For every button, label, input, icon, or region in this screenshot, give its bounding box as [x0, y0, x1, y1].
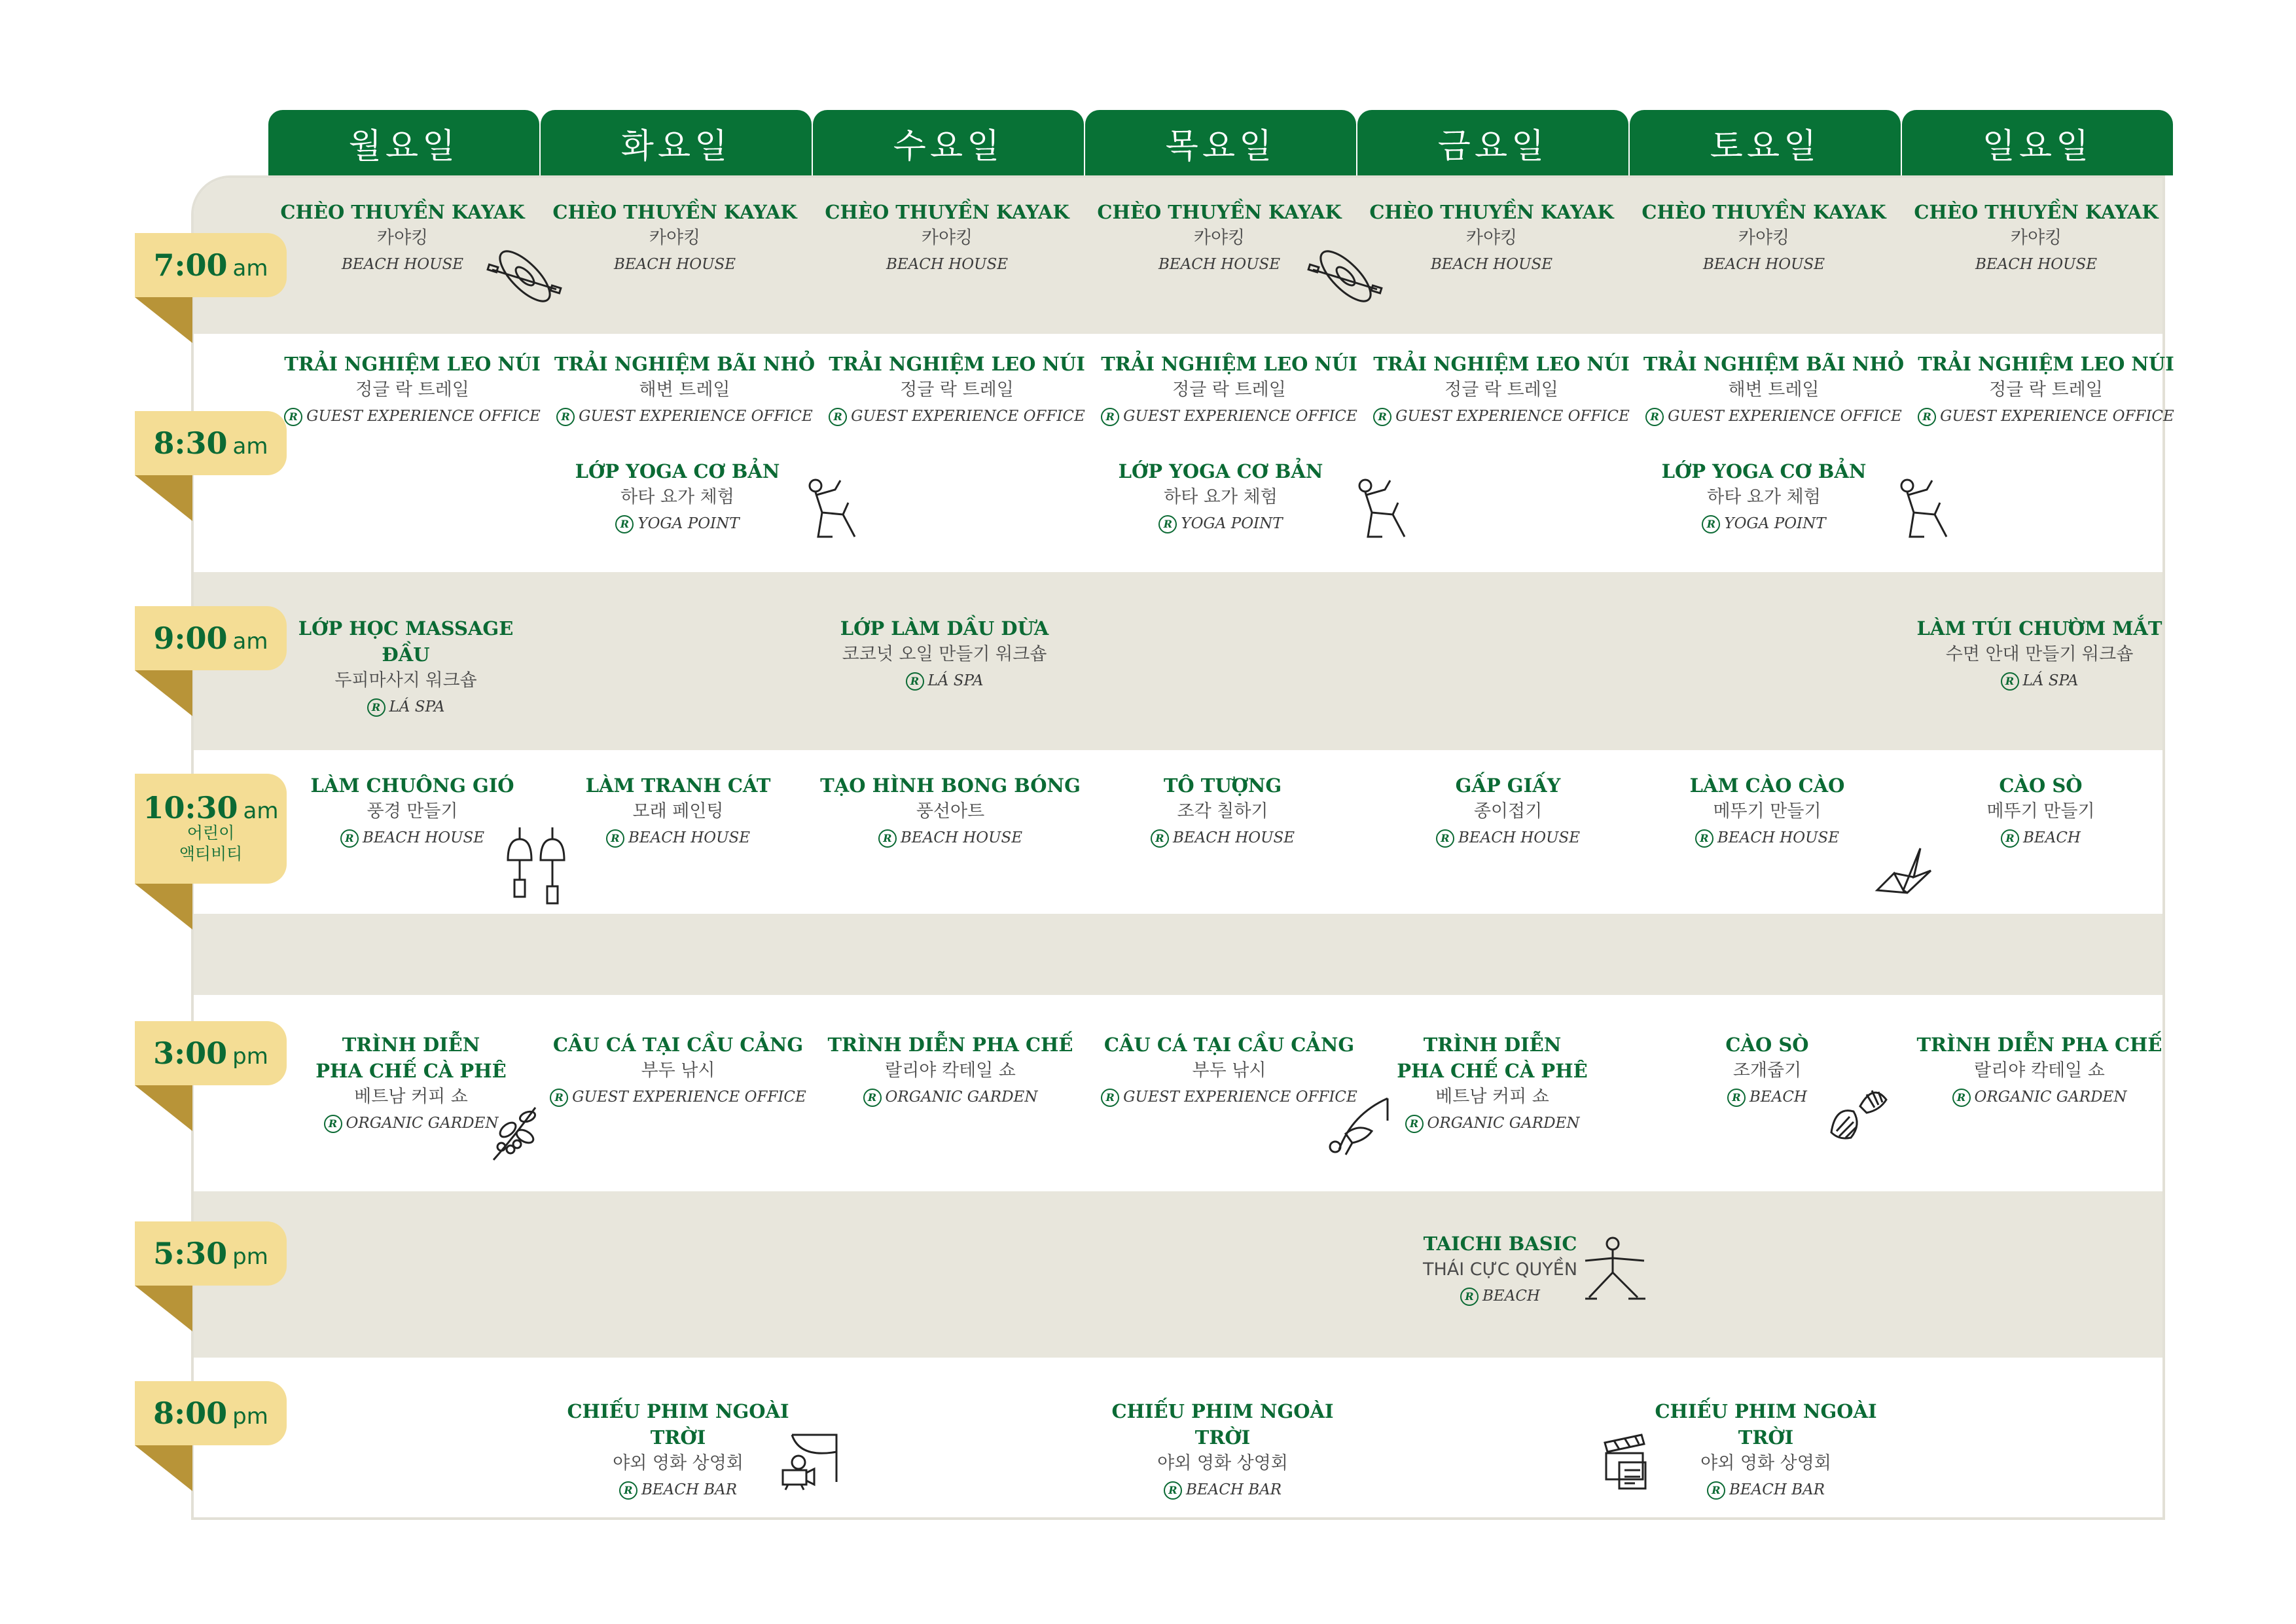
- reservation-icon: R: [863, 1089, 882, 1107]
- activity-korean-title: 정글 락 트레일: [900, 380, 1014, 400]
- activity-title: TẠO HÌNH BONG BÓNG: [820, 774, 1081, 797]
- activity-korean-title: 카야킹: [2010, 228, 2062, 248]
- reservation-icon: R: [1645, 408, 1664, 426]
- activity-block: [826, 351, 1088, 429]
- clam-icon: [1827, 1080, 1893, 1146]
- activity-korean-title: 수면 안대 만들기 워크숍: [1945, 644, 2134, 664]
- activity-korean-title: 야외 영화 상영회: [613, 1453, 744, 1473]
- activity-block: [547, 1398, 809, 1503]
- time-sub-label: 어린이 액티비티: [179, 823, 243, 863]
- activity-location: [1633, 511, 1895, 537]
- location-text: GUEST EXPERIENCE OFFICE: [1123, 1089, 1357, 1106]
- reservation-icon: R: [1101, 1089, 1119, 1107]
- reservation-icon: R: [1164, 1481, 1182, 1500]
- location-text: ORGANIC GARDEN: [346, 1115, 499, 1132]
- location-text: GUEST EXPERIENCE OFFICE: [1123, 408, 1357, 425]
- activity-korean-title: 풍선아트: [916, 801, 985, 821]
- time-label: [135, 411, 287, 475]
- activity-location: [1098, 1084, 1360, 1110]
- activity-block: [1643, 351, 1905, 429]
- movie-projector-icon: [780, 1432, 839, 1491]
- activity-location: [1090, 511, 1352, 537]
- location-text: BEACH HOUSE: [628, 829, 751, 846]
- activity-location: [547, 825, 809, 851]
- reservation-icon: R: [2001, 672, 2019, 691]
- reservation-icon: R: [1727, 1089, 1746, 1107]
- activity-korean-title: 메뚜기 만들기: [1713, 801, 1821, 821]
- activity-location: [1905, 251, 2167, 278]
- location-text: BEACH BAR: [1729, 1481, 1825, 1498]
- time-label-fold: [135, 670, 192, 716]
- activity-title: CHÈO THUYỀN KAYAK: [1097, 201, 1342, 223]
- activity-korean-title: 정글 락 트레일: [1444, 380, 1558, 400]
- time-label: [135, 1381, 287, 1445]
- activity-block: [1092, 772, 1354, 851]
- location-text: GUEST EXPERIENCE OFFICE: [579, 408, 813, 425]
- clapperboard-icon: [1602, 1432, 1655, 1491]
- activity-block: [1090, 458, 1352, 537]
- activity-location: [554, 403, 816, 429]
- activity-location: [1915, 403, 2177, 429]
- day-header-tue: 화요일: [541, 110, 812, 175]
- activity-korean-title: 코코넛 오일 만들기 워크숍: [842, 644, 1047, 664]
- activity-title: TRẢI NGHIỆM LEO NÚI: [1373, 353, 1630, 375]
- reservation-icon: R: [1707, 1481, 1725, 1500]
- activity-korean-title: 카야킹: [1465, 228, 1518, 248]
- fishing-icon: [1326, 1094, 1391, 1160]
- time-label: [135, 1221, 287, 1286]
- activity-block: [281, 351, 543, 429]
- activity-block: [547, 458, 808, 537]
- time-value: 10:30: [143, 789, 238, 825]
- band-break: [194, 914, 2162, 995]
- location-text: BEACH BAR: [1185, 1481, 1282, 1498]
- activity-location: [1909, 1084, 2170, 1110]
- time-label: [135, 1021, 287, 1085]
- location-text: ORGANIC GARDEN: [885, 1089, 1038, 1106]
- taichi-icon: [1583, 1236, 1648, 1301]
- activity-title: LỚP YOGA CƠ BẢN: [575, 460, 780, 482]
- activity-block: [1909, 615, 2170, 694]
- activity-location: [1361, 251, 1623, 278]
- activity-korean-title: 카야킹: [1193, 228, 1246, 248]
- activity-block: [1915, 351, 2177, 429]
- activity-location: [1377, 825, 1639, 851]
- yoga-icon: [802, 477, 861, 542]
- activity-block: [1910, 772, 2172, 851]
- activity-title: CÀO SÒ: [1725, 1034, 1809, 1056]
- location-text: LÁ SPA: [389, 698, 445, 715]
- activity-title: TAICHI BASIC: [1423, 1233, 1577, 1255]
- activity-title: LỚP YOGA CƠ BẢN: [1661, 460, 1867, 482]
- activity-title: TÔ TƯỢNG: [1163, 774, 1282, 797]
- activity-block: [1635, 1398, 1897, 1503]
- activity-title: TRÌNH DIỄN PHA CHẾ CÀ PHÊ: [315, 1034, 507, 1082]
- activity-title: LỚP LÀM DẦU DỪA: [840, 617, 1049, 640]
- band-530pm: [194, 1191, 2162, 1358]
- activity-title: LÀM TÚI CHƯỜM MẮT: [1916, 617, 2162, 640]
- activity-title: TRẢI NGHIỆM LEO NÚI: [1101, 353, 1357, 375]
- activity-korean-title: 베트남 커피 쇼: [354, 1087, 468, 1107]
- activity-block: [1371, 351, 1632, 429]
- time-value: 3:00: [153, 1036, 228, 1071]
- reservation-icon: R: [550, 1089, 568, 1107]
- activity-block: [1092, 1398, 1354, 1503]
- activity-korean-title: 랄리야 칵테일 쇼: [1974, 1060, 2105, 1081]
- activity-block: [819, 772, 1081, 851]
- activity-title: CHÈO THUYỀN KAYAK: [1914, 201, 2159, 223]
- time-ampm: am: [232, 628, 268, 655]
- activity-block: [819, 1032, 1081, 1110]
- time-value: 8:00: [153, 1396, 228, 1431]
- reservation-icon: R: [284, 408, 302, 426]
- location-text: BEACH BAR: [641, 1481, 738, 1498]
- time-ampm: pm: [232, 1043, 268, 1070]
- reservation-icon: R: [1695, 829, 1713, 848]
- activity-title: CHÈO THUYỀN KAYAK: [1641, 201, 1886, 223]
- reservation-icon: R: [906, 672, 924, 691]
- time-value: 9:00: [153, 621, 228, 656]
- activity-location: [1635, 1477, 1897, 1503]
- activity-korean-title: 야외 영화 상영회: [1157, 1453, 1288, 1473]
- activity-korean-title: 카야킹: [1738, 228, 1790, 248]
- activity-korean-title: 정글 락 트레일: [1989, 380, 2103, 400]
- activity-location: [814, 668, 1075, 694]
- day-header-wed: 수요일: [813, 110, 1084, 175]
- activity-title: CHIẾU PHIM NGOÀI TRỜI: [567, 1400, 789, 1449]
- time-label-fold: [135, 884, 192, 929]
- activity-title: LÀM CÀO CÀO: [1689, 774, 1845, 797]
- reservation-icon: R: [829, 408, 847, 426]
- activity-korean-title: 부두 낚시: [1192, 1060, 1266, 1081]
- location-text: BEACH HOUSE: [886, 256, 1009, 273]
- activity-location: [275, 694, 537, 720]
- activity-title: CHÈO THUYỀN KAYAK: [825, 201, 1069, 223]
- reservation-icon: R: [1101, 408, 1119, 426]
- activity-block: [1098, 351, 1360, 429]
- location-text: BEACH HOUSE: [900, 829, 1023, 846]
- activity-block: [547, 772, 809, 851]
- activity-korean-title: 조각 칠하기: [1177, 801, 1268, 821]
- activity-korean-title: 종이접기: [1473, 801, 1543, 821]
- activity-korean-title: 카야킹: [649, 228, 701, 248]
- coffee-plant-icon: [488, 1104, 541, 1163]
- activity-location: [1361, 1110, 1623, 1136]
- activity-title: CÂU CÁ TẠI CẦU CẢNG: [1103, 1034, 1355, 1056]
- activity-block: [1636, 772, 1898, 851]
- kayak-icon: [486, 244, 564, 309]
- activity-korean-title: 메뚜기 만들기: [1986, 801, 2095, 821]
- activity-korean-title: 정글 락 트레일: [1172, 380, 1286, 400]
- activity-location: [1092, 825, 1354, 851]
- location-text: GUEST EXPERIENCE OFFICE: [306, 408, 541, 425]
- activity-title: LÀM TRANH CÁT: [585, 774, 771, 797]
- activity-korean-title: 해변 트레일: [1728, 380, 1820, 400]
- location-text: GUEST EXPERIENCE OFFICE: [572, 1089, 806, 1106]
- location-text: BEACH: [2023, 829, 2081, 846]
- location-text: ORGANIC GARDEN: [1974, 1089, 2127, 1106]
- activity-title: TRẢI NGHIỆM LEO NÚI: [284, 353, 541, 375]
- activity-location: [1633, 251, 1895, 278]
- time-label-fold: [135, 297, 192, 343]
- activity-title: LỚP YOGA CƠ BẢN: [1118, 460, 1323, 482]
- activity-korean-title: 야외 영화 상영회: [1700, 1453, 1831, 1473]
- reservation-icon: R: [1436, 829, 1454, 848]
- location-text: GUEST EXPERIENCE OFFICE: [1668, 408, 1902, 425]
- reservation-icon: R: [1151, 829, 1169, 848]
- time-ampm: am: [243, 797, 279, 824]
- time-value: 7:00: [153, 247, 228, 283]
- location-text: LÁ SPA: [927, 672, 984, 689]
- activity-korean-title: 모래 페인팅: [632, 801, 724, 821]
- activity-korean-title: THÁI CỰC QUYỀN: [1422, 1259, 1578, 1280]
- activity-title: TRẢI NGHIỆM BÃI NHỎ: [1643, 353, 1905, 375]
- activity-korean-title: 하타 요가 체험: [1164, 487, 1278, 507]
- activity-title: TRÌNH DIỄN PHA CHẾ: [1916, 1034, 2162, 1056]
- location-text: YOGA POINT: [1724, 515, 1826, 532]
- location-text: GUEST EXPERIENCE OFFICE: [1395, 408, 1630, 425]
- activity-korean-title: 두피마사지 워크숍: [334, 670, 477, 691]
- time-value: 8:30: [153, 425, 228, 461]
- location-text: YOGA POINT: [1181, 515, 1283, 532]
- reservation-icon: R: [1373, 408, 1391, 426]
- activity-location: [826, 403, 1088, 429]
- reservation-icon: R: [1702, 515, 1720, 533]
- reservation-icon: R: [1460, 1288, 1479, 1306]
- activity-block: [1377, 772, 1639, 851]
- activity-location: [819, 1084, 1081, 1110]
- activity-korean-title: 카야킹: [921, 228, 973, 248]
- reservation-icon: R: [1952, 1089, 1971, 1107]
- activity-location: [547, 1477, 809, 1503]
- activity-title: TRẢI NGHIỆM LEO NÚI: [1918, 353, 2174, 375]
- day-header-thu: 목요일: [1085, 110, 1356, 175]
- kayak-icon: [1306, 244, 1385, 309]
- wind-chime-icon: [501, 827, 573, 906]
- activity-location: [1098, 403, 1360, 429]
- activity-location: [547, 1084, 809, 1110]
- time-label: [135, 606, 287, 670]
- location-text: BEACH HOUSE: [1702, 256, 1825, 273]
- activity-title: LỚP HỌC MASSAGE ĐẦU: [298, 617, 514, 666]
- activity-title: CHIẾU PHIM NGOÀI TRỜI: [1655, 1400, 1877, 1449]
- activity-title: LÀM CHUÔNG GIÓ: [310, 774, 514, 797]
- activity-location: [1092, 1477, 1354, 1503]
- reservation-icon: R: [2001, 829, 2019, 848]
- day-header-sun: 일요일: [1902, 110, 2173, 175]
- activity-block: [1633, 199, 1895, 278]
- time-label-fold: [135, 475, 192, 521]
- time-ampm: am: [232, 433, 268, 460]
- reservation-icon: R: [556, 408, 575, 426]
- activity-location: [819, 825, 1081, 851]
- activity-title: TRÌNH DIỄN PHA CHẾ CÀ PHÊ: [1397, 1034, 1588, 1082]
- activity-location: [544, 251, 806, 278]
- reservation-icon: R: [1405, 1115, 1424, 1133]
- activity-location: [1371, 403, 1632, 429]
- location-text: BEACH HOUSE: [341, 256, 464, 273]
- activity-block: [1633, 458, 1895, 537]
- location-text: BEACH HOUSE: [613, 256, 736, 273]
- activity-korean-title: 카야킹: [376, 228, 429, 248]
- activity-title: CHÈO THUYỀN KAYAK: [280, 201, 525, 223]
- activity-title: GẤP GIẤY: [1455, 774, 1561, 797]
- location-text: BEACH HOUSE: [1975, 256, 2098, 273]
- activity-title: TRẢI NGHIỆM BÃI NHỎ: [554, 353, 816, 375]
- activity-title: TRẢI NGHIỆM LEO NÚI: [829, 353, 1085, 375]
- time-ampm: am: [232, 255, 268, 281]
- activity-title: CHÈO THUYỀN KAYAK: [1369, 201, 1614, 223]
- location-text: ORGANIC GARDEN: [1427, 1115, 1580, 1132]
- time-label-fold: [135, 1286, 192, 1331]
- activity-location: [816, 251, 1078, 278]
- activity-korean-title: 하타 요가 체험: [1707, 487, 1821, 507]
- activity-block: [544, 199, 806, 278]
- time-label-fold: [135, 1085, 192, 1131]
- activity-title: CHIẾU PHIM NGOÀI TRỜI: [1111, 1400, 1334, 1449]
- activity-block: [1361, 199, 1623, 278]
- activity-block: [814, 615, 1075, 694]
- location-text: YOGA POINT: [637, 515, 740, 532]
- location-text: LÁ SPA: [2022, 672, 2079, 689]
- reservation-icon: R: [340, 829, 359, 848]
- activity-korean-title: 부두 낚시: [641, 1060, 715, 1081]
- activity-title: TRÌNH DIỄN PHA CHẾ: [827, 1034, 1073, 1056]
- time-label: [135, 233, 287, 297]
- location-text: BEACH HOUSE: [1717, 829, 1840, 846]
- activity-block: [1909, 1032, 2170, 1110]
- activity-korean-title: 정글 락 트레일: [355, 380, 469, 400]
- activity-block: [1098, 1032, 1360, 1110]
- activity-block: [1361, 1032, 1623, 1136]
- activity-korean-title: 베트남 커피 쇼: [1435, 1087, 1549, 1107]
- activity-location: [1910, 825, 2172, 851]
- reservation-icon: R: [324, 1115, 342, 1133]
- location-text: BEACH HOUSE: [1172, 829, 1295, 846]
- time-label-fold: [135, 1445, 192, 1491]
- location-text: BEACH HOUSE: [1158, 256, 1281, 273]
- reservation-icon: R: [878, 829, 897, 848]
- activity-location: [547, 511, 808, 537]
- location-text: GUEST EXPERIENCE OFFICE: [1940, 408, 2174, 425]
- time-ampm: pm: [232, 1403, 268, 1430]
- yoga-icon: [1352, 477, 1411, 542]
- time-ampm: pm: [232, 1244, 268, 1270]
- activity-korean-title: 해변 트레일: [639, 380, 730, 400]
- location-text: BEACH HOUSE: [362, 829, 485, 846]
- activity-location: [1909, 668, 2170, 694]
- activity-title: CHÈO THUYỀN KAYAK: [552, 201, 797, 223]
- location-text: BEACH HOUSE: [1430, 256, 1553, 273]
- time-value: 5:30: [153, 1236, 228, 1271]
- reservation-icon: R: [367, 698, 386, 717]
- activity-block: [816, 199, 1078, 278]
- location-text: BEACH: [1482, 1288, 1540, 1305]
- reservation-icon: R: [606, 829, 624, 848]
- activity-title: CÀO SÒ: [1999, 774, 2083, 797]
- day-header-mon: 월요일: [268, 110, 539, 175]
- reservation-icon: R: [615, 515, 634, 533]
- yoga-icon: [1894, 477, 1953, 542]
- time-label: [135, 774, 287, 884]
- activity-title: CÂU CÁ TẠI CẦU CẢNG: [552, 1034, 804, 1056]
- reservation-icon: R: [619, 1481, 637, 1500]
- location-text: BEACH: [1749, 1089, 1807, 1106]
- day-header-fri: 금요일: [1357, 110, 1628, 175]
- activity-korean-title: 랄리야 칵테일 쇼: [885, 1060, 1016, 1081]
- activity-location: [1636, 825, 1898, 851]
- activity-korean-title: 하타 요가 체험: [620, 487, 734, 507]
- activity-block: [1905, 199, 2167, 278]
- activity-block: [554, 351, 816, 429]
- activity-block: [275, 615, 537, 720]
- location-text: BEACH HOUSE: [1458, 829, 1581, 846]
- reservation-icon: R: [1158, 515, 1177, 533]
- activity-location: [281, 403, 543, 429]
- activity-korean-title: 조개줍기: [1732, 1060, 1802, 1081]
- activity-location: [1643, 403, 1905, 429]
- paper-crane-icon: [1874, 844, 1933, 897]
- reservation-icon: R: [1918, 408, 1936, 426]
- location-text: GUEST EXPERIENCE OFFICE: [851, 408, 1085, 425]
- activity-korean-title: 풍경 만들기: [367, 801, 458, 821]
- activity-block: [547, 1032, 809, 1110]
- day-header-sat: 토요일: [1630, 110, 1901, 175]
